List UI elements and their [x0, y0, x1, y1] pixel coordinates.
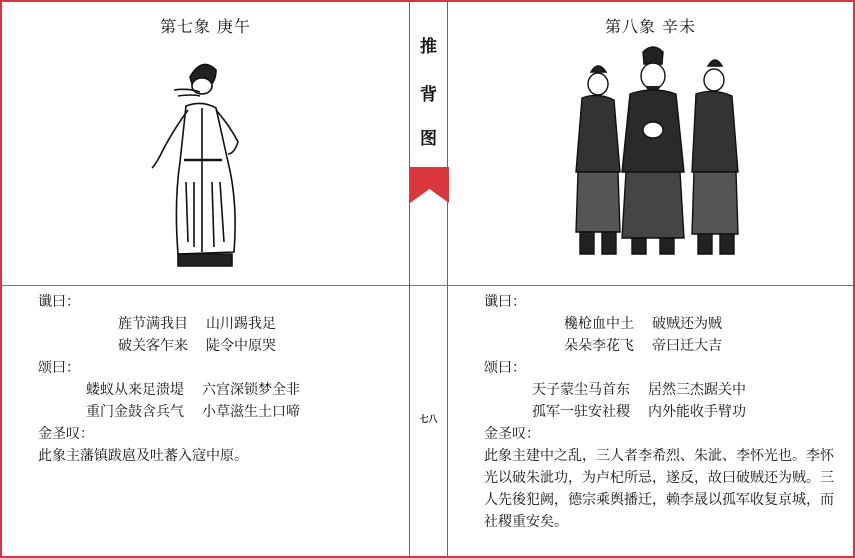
spine-page-number: 七八 [419, 415, 438, 425]
left-page-title: 第七象 庚午 [159, 17, 252, 36]
left-chen-label: 谶曰： [38, 294, 80, 310]
spine-title-char-2: 背 [420, 85, 437, 105]
left-chen-line-1 [38, 313, 397, 335]
right-chen-label: 谶曰： [484, 294, 526, 310]
left-song-2a: 重门金鼓含兵气 [86, 404, 184, 420]
right-song-2b: 内外能收手臂功 [648, 404, 746, 420]
right-chen-1b: 破贼还为贼 [652, 316, 722, 332]
right-song-1a: 天子蒙尘马首东 [532, 382, 630, 398]
right-chen-line-2 [484, 335, 841, 357]
left-chen-2b: 陡令中原哭 [206, 338, 276, 354]
right-song-label: 颂曰： [484, 360, 526, 376]
left-song-line-2 [38, 401, 397, 423]
left-song-2b: 小草滋生土口啼 [202, 404, 300, 420]
right-chen-2b: 帝曰迁大吉 [652, 338, 722, 354]
left-text-block [38, 291, 397, 467]
left-illustration-official [2, 42, 409, 282]
right-chen-1a: 欃枪血中土 [564, 316, 634, 332]
spine-red-ribbon [410, 167, 449, 203]
book-spine [409, 2, 448, 556]
left-page [2, 2, 409, 556]
left-chen-1b: 山川踢我足 [206, 316, 276, 332]
spine-title-char-1: 推 [420, 37, 437, 57]
right-song-line-2 [484, 401, 841, 423]
right-commentary: 此象主建中之乱，三人者李希烈、朱泚、李怀光也。李怀光以破朱泚功，为卢杞所忌，遂反，故曰破贼还为贼。三人先後犯阙，德宗乘舆播迁，赖李晟以孤军收复京城，而社稷重安矣。 [484, 448, 834, 530]
left-chen-line-2 [38, 335, 397, 357]
left-commentary: 此象主藩镇跋扈及吐蕃入寇中原。 [38, 448, 248, 464]
right-chen-line-1 [484, 313, 841, 335]
right-song-2a: 孤军一驻安社稷 [532, 404, 630, 420]
right-chen-2a: 朵朵李花飞 [564, 338, 634, 354]
left-chen-1a: 旌节满我目 [118, 316, 188, 332]
left-song-label: 颂曰： [38, 360, 80, 376]
right-text-block [484, 291, 841, 533]
right-page-title: 第八象 辛未 [604, 17, 697, 36]
right-page [448, 2, 853, 556]
horizontal-divider [2, 285, 853, 286]
right-song-1b: 居然三杰踞关中 [648, 382, 746, 398]
left-song-1b: 六宫深锁梦全非 [202, 382, 300, 398]
right-illustration-three-generals [448, 42, 853, 282]
left-song-1a: 蝼蚁从来足溃堤 [86, 382, 184, 398]
left-chen-2a: 破关客乍来 [118, 338, 188, 354]
spine-title-char-3: 图 [420, 129, 437, 149]
left-jin-label: 金圣叹： [38, 426, 94, 442]
right-jin-label: 金圣叹： [484, 426, 540, 442]
right-song-line-1 [484, 379, 841, 401]
left-song-line-1 [38, 379, 397, 401]
